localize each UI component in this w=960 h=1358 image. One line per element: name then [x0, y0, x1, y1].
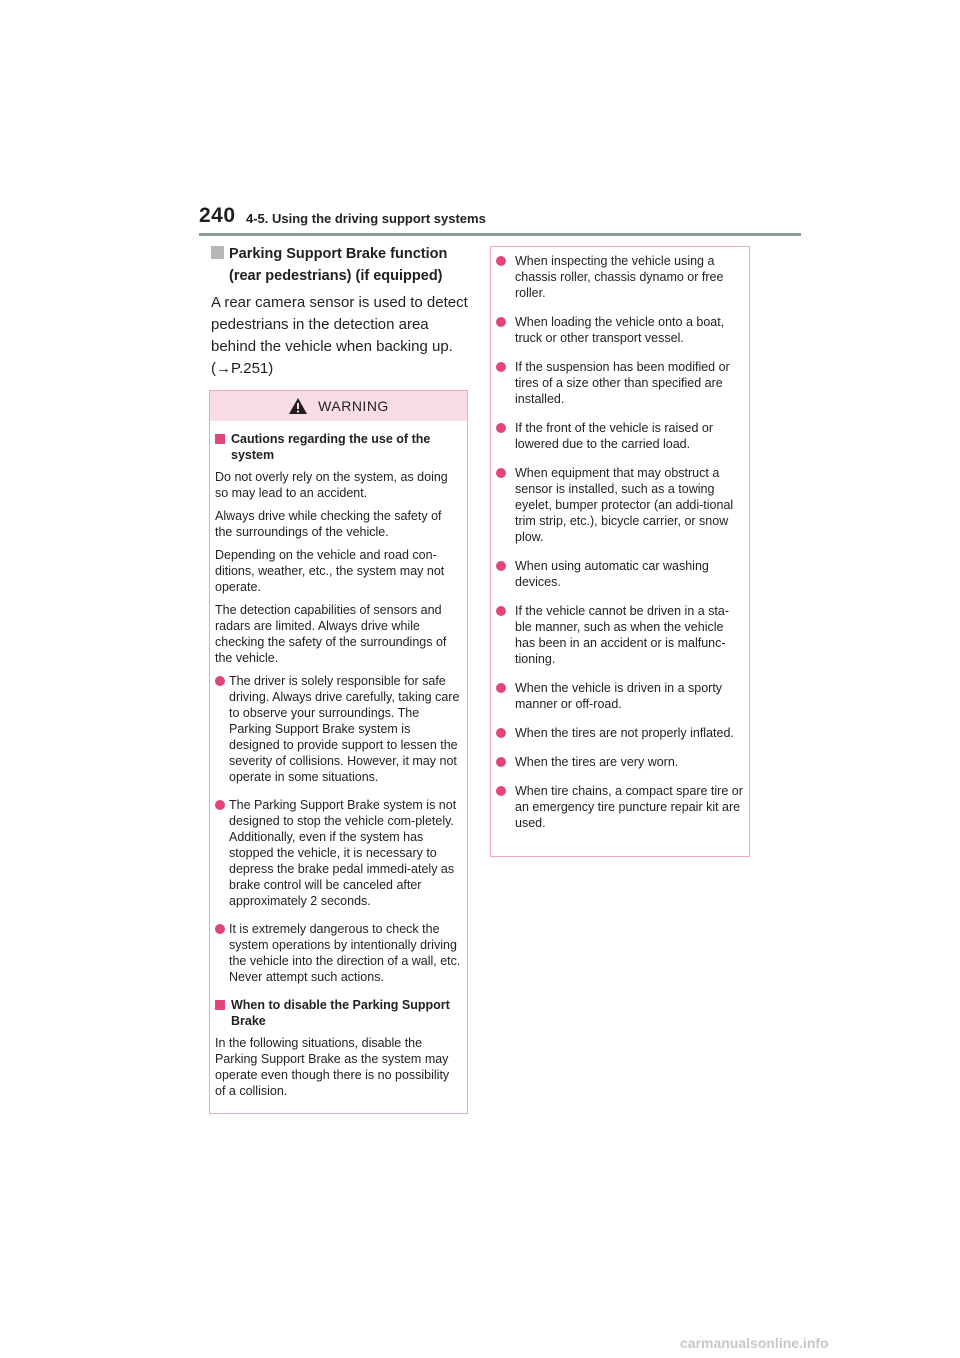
condition-bullet	[496, 754, 743, 770]
warning-paragraph: The detection capabilities of sensors and radars are limited. Always drive while checking the safety of the surroundings of the vehicle.	[215, 603, 447, 665]
warning-triangle-icon	[288, 397, 308, 415]
circle-bullet-icon	[496, 683, 506, 693]
condition-text: If the front of the vehicle is raised or lowered due to the carried load.	[515, 421, 714, 451]
circle-bullet-icon	[496, 786, 506, 796]
subheading-text: Parking Support Brake function (rear pedestrians) (if equipped)	[229, 246, 448, 284]
circle-bullet-icon	[215, 676, 225, 686]
intro-paragraph: A rear camera sensor is used to detect pedestrians in the detection area behind the vehicle when backing up. (→P.251)	[211, 294, 468, 377]
warning-bullet	[215, 921, 461, 985]
header-rule	[199, 233, 801, 236]
condition-text: When loading the vehicle onto a boat, truck or other transport vessel.	[515, 315, 725, 345]
circle-bullet-icon	[496, 728, 506, 738]
square-bullet-icon	[215, 1000, 225, 1010]
condition-bullet	[496, 558, 743, 590]
subheading	[211, 243, 473, 287]
condition-text: When inspecting the vehicle using a chassis roller, chassis dynamo or free roller.	[515, 254, 724, 300]
circle-bullet-icon	[496, 256, 506, 266]
warning-bullet-text: The Parking Support Brake system is not designed to stop the vehicle com-pletely. Additionally, even if the system has stopped the vehicle, it is necessary to depress the brake pedal immedi-ately as brake control will be canceled after approximately 2 seconds.	[229, 798, 457, 908]
circle-bullet-icon	[496, 468, 506, 478]
condition-text: When the tires are not properly inflated.	[515, 726, 734, 740]
watermark: carmanualsonline.info	[680, 1335, 829, 1351]
warning-heading-text: When to disable the Parking Support Brake	[231, 998, 450, 1028]
condition-text: When using automatic car washing devices.	[515, 559, 709, 589]
condition-bullet	[496, 314, 743, 346]
warning-box	[209, 390, 468, 1114]
circle-bullet-icon	[215, 924, 225, 934]
warning-heading-disable	[215, 997, 461, 1029]
condition-bullet	[496, 253, 743, 301]
condition-text: When tire chains, a compact spare tire or an emergency tire puncture repair kit are used.	[515, 784, 743, 830]
warning-paragraph: Always drive while checking the safety of the surroundings of the vehicle.	[215, 509, 442, 539]
warning-heading-cautions	[215, 431, 461, 463]
section-title: 4-5. Using the driving support systems	[246, 211, 486, 226]
circle-bullet-icon	[215, 800, 225, 810]
condition-bullet	[496, 420, 743, 452]
condition-bullet	[496, 603, 743, 667]
warning-body	[210, 421, 467, 1099]
circle-bullet-icon	[496, 561, 506, 571]
condition-text: If the suspension has been modified or tires of a size other than specified are installed.	[515, 360, 730, 406]
square-bullet-icon	[215, 434, 225, 444]
warning-bullet-text: It is extremely dangerous to check the system operations by intentionally driving the vehicle into the direction of a wall, etc. Never attempt such actions.	[229, 922, 461, 984]
circle-bullet-icon	[496, 423, 506, 433]
warning-paragraph: Depending on the vehicle and road con-ditions, weather, etc., the system may not operate.	[215, 548, 445, 594]
circle-bullet-icon	[496, 317, 506, 327]
condition-bullet	[496, 725, 743, 741]
circle-bullet-icon	[496, 362, 506, 372]
warning-heading-text: Cautions regarding the use of the system	[231, 432, 431, 462]
circle-bullet-icon	[496, 757, 506, 767]
warning-continuation-box	[490, 246, 750, 857]
condition-text: When the vehicle is driven in a sporty manner or off-road.	[515, 681, 723, 711]
circle-bullet-icon	[496, 606, 506, 616]
warning-bullet	[215, 673, 461, 785]
square-bullet-icon	[211, 246, 224, 259]
warning-header	[210, 391, 467, 421]
condition-bullet	[496, 680, 743, 712]
condition-text: When equipment that may obstruct a sensor is installed, such as a towing eyelet, bumper protector (an addi-tional trim strip, etc.), bicycle carrier, or snow plow.	[515, 466, 734, 544]
warning-paragraph: Do not overly rely on the system, as doing so may lead to an accident.	[215, 470, 448, 500]
condition-text: When the tires are very worn.	[515, 755, 679, 769]
warning-bullet-text: The driver is solely responsible for safe driving. Always drive carefully, taking care to observe your surroundings. The Parking Support Brake system is designed to provide support to lessen the severity of collisions. However, it may not operate in some situations.	[229, 674, 460, 784]
condition-bullet	[496, 359, 743, 407]
page-number: 240	[199, 204, 236, 227]
warning-closing-paragraph: In the following situations, disable the Parking Support Brake as the system may operate even though there is no possibility of a collision.	[215, 1036, 450, 1098]
condition-bullet	[496, 783, 743, 831]
condition-bullet	[496, 465, 743, 545]
warning-bullet	[215, 797, 461, 909]
warning-title: WARNING	[318, 398, 389, 414]
condition-text: If the vehicle cannot be driven in a sta-ble manner, such as when the vehicle has been in an accident or is malfunc-tioning.	[515, 604, 730, 666]
